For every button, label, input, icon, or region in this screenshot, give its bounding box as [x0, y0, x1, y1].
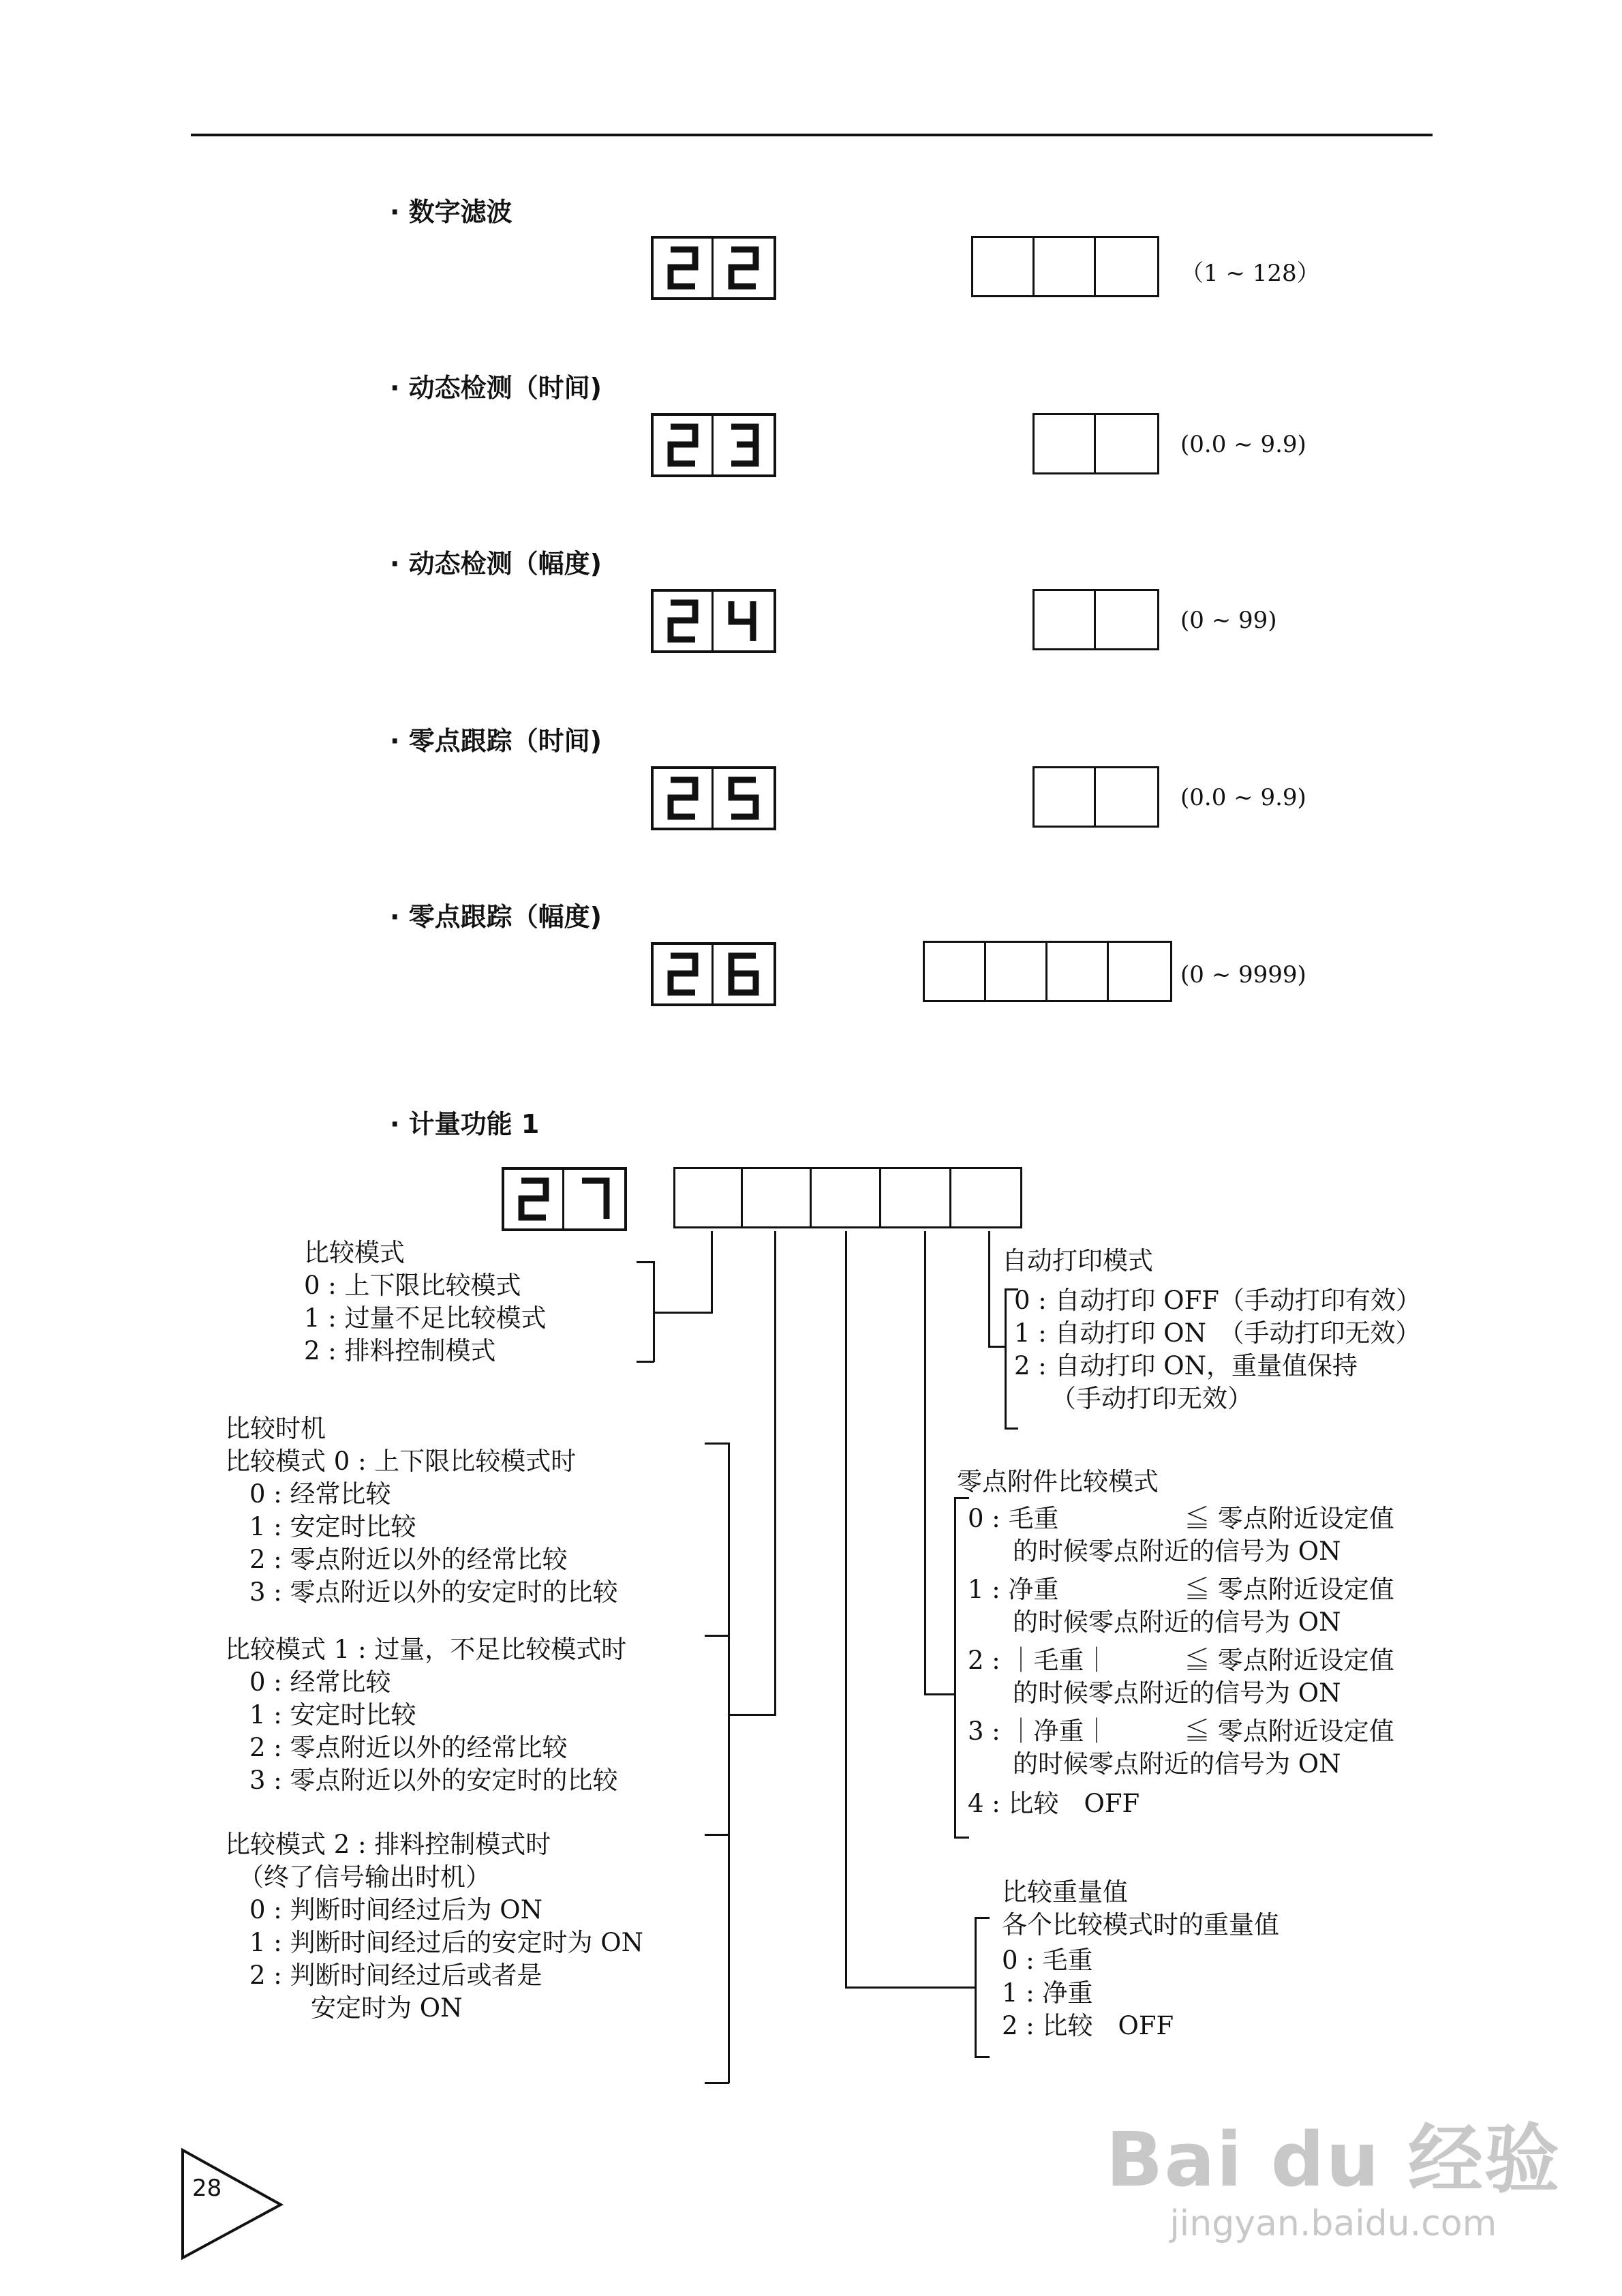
- digit-2-glyph: [513, 1174, 554, 1224]
- connector: [924, 1231, 926, 1695]
- seven-seg-digit: [714, 239, 774, 297]
- seven-seg-digit: [714, 592, 774, 650]
- value-boxes-4[interactable]: [923, 941, 1172, 1002]
- compare-timing-title: 比较时机: [225, 1414, 326, 1443]
- section-title-weighing-function-1: · 计量功能 1: [390, 1109, 540, 1139]
- value-boxes-2[interactable]: [1032, 766, 1159, 828]
- list-item: 2 : 排料控制模式: [304, 1336, 496, 1365]
- list-item-condition: ≦ 零点附近设定值: [1184, 1504, 1394, 1533]
- top-rule: [191, 134, 1433, 136]
- code-display-22: [651, 236, 776, 300]
- seven-seg-digit: [654, 592, 714, 650]
- connector: [711, 1231, 713, 1313]
- bracket: [705, 1834, 729, 1836]
- digit-2-glyph: [662, 773, 703, 824]
- list-item: 0 : 自动打印 OFF（手动打印有效）: [1014, 1286, 1421, 1315]
- connector: [988, 1231, 990, 1347]
- list-item: 1 : 过量不足比较模式: [304, 1303, 547, 1333]
- digit-5-glyph: [723, 773, 764, 824]
- page-arrow-icon: [179, 2146, 288, 2262]
- range-label: (0 ~ 99): [1180, 607, 1277, 634]
- list-item: 1 : 净重: [1002, 1978, 1093, 2008]
- value-boxes-2[interactable]: [1032, 413, 1159, 474]
- range-label: (0 ~ 9999): [1180, 961, 1306, 988]
- seven-seg-digit: [654, 769, 714, 828]
- seven-seg-digit: [564, 1170, 624, 1228]
- seven-seg-digit: [714, 769, 774, 828]
- digit-2-glyph: [662, 596, 703, 646]
- code-display-25: [651, 766, 776, 830]
- compare-timing-mode2-title: 比较模式 2 : 排料控制模式时: [225, 1830, 551, 1859]
- value-boxes-2[interactable]: [1032, 589, 1159, 650]
- baidu-watermark: [1106, 2100, 1561, 2244]
- list-item-sub: 的时候零点附近的信号为 ON: [1013, 1678, 1341, 1708]
- bracket: [705, 1635, 729, 1637]
- list-item-continued: （手动打印无效）: [1051, 1384, 1253, 1413]
- compare-timing-mode2-sub: （终了信号输出时机）: [239, 1862, 491, 1892]
- connector: [924, 1693, 955, 1695]
- digit-2-glyph: [662, 949, 703, 999]
- seven-seg-digit: [714, 416, 774, 474]
- digit-2-glyph: [662, 420, 703, 470]
- page-number: 28: [192, 2175, 222, 2202]
- code-display-23: [651, 413, 776, 477]
- compare-weight-title: 比较重量值: [1002, 1877, 1128, 1907]
- list-item: 1 : 判断时间经过后的安定时为 ON: [249, 1928, 643, 1957]
- digit-6-glyph: [723, 949, 764, 999]
- code-display-27: [502, 1167, 627, 1231]
- list-item-sub: 的时候零点附近的信号为 ON: [1013, 1537, 1341, 1566]
- connector: [729, 1714, 776, 1716]
- list-item: 2 : 零点附近以外的经常比较: [249, 1545, 568, 1574]
- connector: [774, 1231, 776, 1715]
- list-item-sub: 的时候零点附近的信号为 ON: [1013, 1607, 1341, 1637]
- section-title-zero-track-amplitude: · 零点跟踪（幅度): [390, 902, 602, 932]
- range-label: (0.0 ~ 9.9): [1180, 784, 1306, 811]
- watermark-logo-text: Bai du 经验: [1105, 2116, 1561, 2203]
- auto-print-title: 自动打印模式: [1002, 1246, 1153, 1275]
- list-item: 4 : 比较 OFF: [968, 1789, 1140, 1818]
- section-title-digital-filter: · 数字滤波: [390, 197, 512, 227]
- seven-seg-digit: [504, 1170, 564, 1228]
- compare-weight-subtitle: 各个比较模式时的重量值: [1002, 1910, 1279, 1939]
- bracket: [1005, 1288, 1007, 1429]
- list-item: 2 : 判断时间经过后或者是: [249, 1961, 542, 1990]
- list-item: 2 : 自动打印 ON，重量值保持: [1014, 1351, 1358, 1380]
- list-item: 3 : ｜净重｜: [968, 1717, 1110, 1746]
- digit-7-glyph: [574, 1174, 615, 1224]
- list-item-sub: 的时候零点附近的信号为 ON: [1013, 1749, 1341, 1779]
- seven-seg-digit: [654, 239, 714, 297]
- digit-2-glyph: [662, 243, 703, 293]
- list-item: 2 : ｜毛重｜: [968, 1646, 1110, 1675]
- digit-4-glyph: [723, 596, 764, 646]
- list-item: 3 : 零点附近以外的安定时的比较: [249, 1577, 618, 1607]
- list-item: 2 : 比较 OFF: [1002, 2011, 1174, 2040]
- bracket: [1005, 1428, 1018, 1430]
- watermark-url: jingyan.baidu.com: [1169, 2203, 1497, 2244]
- list-item-continued: 安定时为 ON: [311, 1993, 463, 2023]
- list-item: 2 : 零点附近以外的经常比较: [249, 1733, 568, 1762]
- value-boxes-5[interactable]: [673, 1167, 1022, 1228]
- list-item: 1 : 自动打印 ON （手动打印无效）: [1014, 1318, 1421, 1348]
- connector: [654, 1312, 713, 1314]
- bracket: [975, 1917, 990, 1919]
- list-item: 0 : 毛重: [1002, 1946, 1093, 1975]
- seven-seg-digit: [654, 945, 714, 1003]
- bracket: [637, 1261, 654, 1263]
- list-item: 0 : 毛重: [968, 1504, 1059, 1533]
- list-item: 0 : 判断时间经过后为 ON: [249, 1895, 542, 1924]
- digit-2-glyph: [723, 243, 764, 293]
- list-item: 1 : 安定时比较: [249, 1700, 416, 1729]
- connector: [845, 1231, 847, 1988]
- connector: [988, 1346, 1005, 1348]
- code-display-26: [651, 942, 776, 1006]
- bracket: [705, 2082, 729, 2084]
- range-label: （1 ~ 128）: [1180, 260, 1320, 287]
- value-boxes-3[interactable]: [971, 236, 1159, 297]
- compare-timing-mode1-title: 比较模式 1 : 过量，不足比较模式时: [225, 1635, 627, 1664]
- list-item: 0 : 经常比较: [249, 1479, 391, 1509]
- compare-mode-title: 比较模式: [304, 1238, 405, 1267]
- section-title-motion-amplitude: · 动态检测（幅度): [390, 549, 602, 579]
- list-item-condition: ≦ 零点附近设定值: [1184, 1717, 1394, 1746]
- bracket: [728, 1442, 730, 2083]
- digit-3-glyph: [723, 420, 764, 470]
- seven-seg-digit: [654, 416, 714, 474]
- bracket: [653, 1261, 655, 1362]
- bracket: [637, 1361, 654, 1363]
- compare-timing-mode0-title: 比较模式 0 : 上下限比较模式时: [225, 1447, 577, 1476]
- list-item: 1 : 安定时比较: [249, 1512, 416, 1541]
- bracket: [954, 1837, 969, 1839]
- list-item-condition: ≦ 零点附近设定值: [1184, 1646, 1394, 1675]
- bracket: [975, 2056, 990, 2058]
- list-item: 1 : 净重: [968, 1575, 1059, 1604]
- zero-attach-title: 零点附件比较模式: [957, 1467, 1159, 1496]
- seven-seg-digit: [714, 945, 774, 1003]
- list-item: 0 : 上下限比较模式: [304, 1271, 521, 1300]
- connector: [845, 1987, 975, 1989]
- list-item: 0 : 经常比较: [249, 1667, 391, 1697]
- list-item: 3 : 零点附近以外的安定时的比较: [249, 1766, 618, 1795]
- section-title-zero-track-time: · 零点跟踪（时间): [390, 726, 602, 756]
- bracket: [975, 1917, 977, 2057]
- section-title-motion-time: · 动态检测（时间): [390, 373, 602, 403]
- list-item-condition: ≦ 零点附近设定值: [1184, 1575, 1394, 1604]
- bracket: [705, 1442, 729, 1445]
- code-display-24: [651, 589, 776, 653]
- bracket: [954, 1497, 956, 1838]
- range-label: (0.0 ~ 9.9): [1180, 431, 1306, 458]
